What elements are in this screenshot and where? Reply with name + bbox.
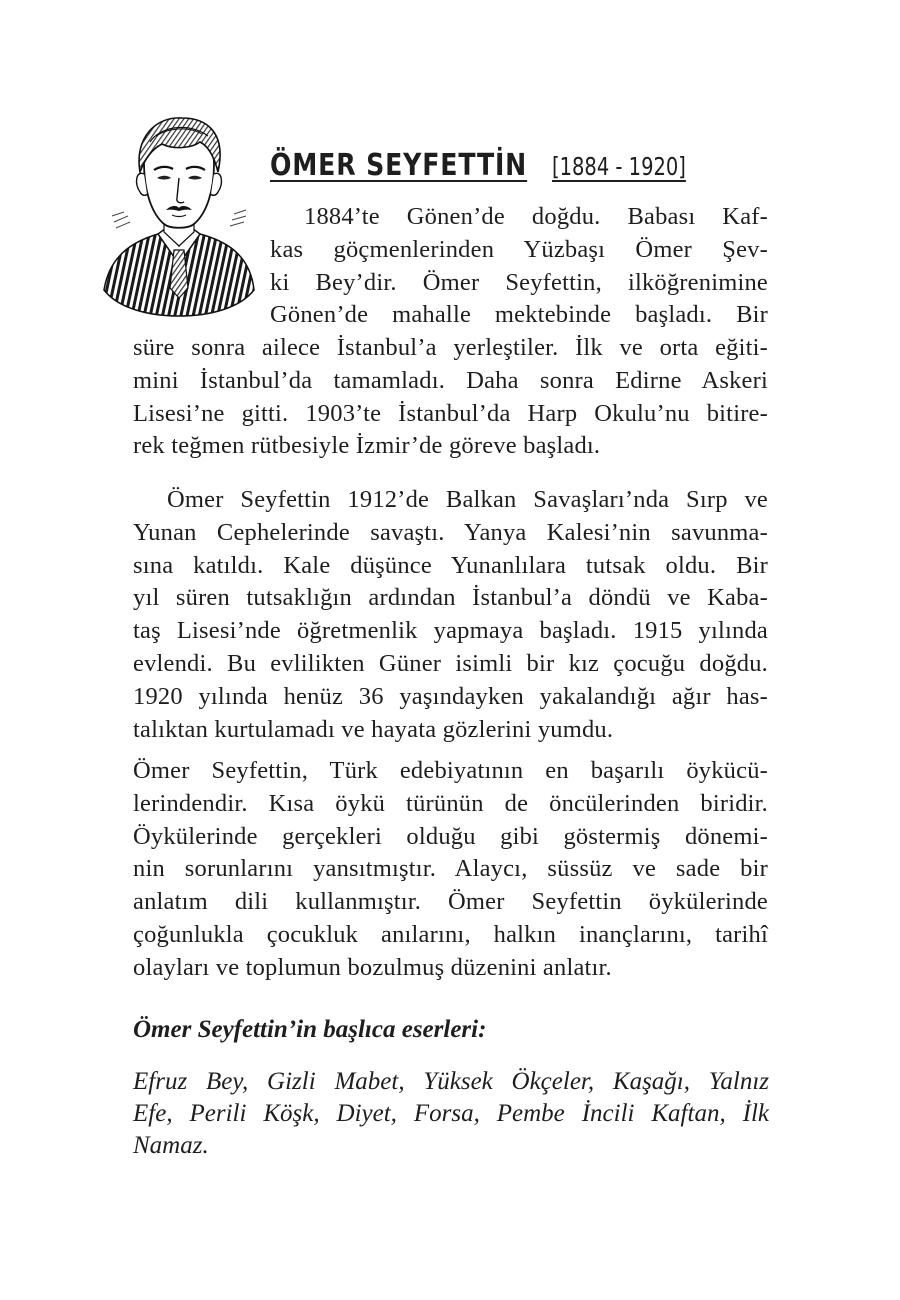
text-line: 1884’te Gönen’de doğdu. Babası Kaf- [304,203,768,230]
text-line: talıktan kurtulamadı ve hayata gözlerini yumdu. [133,715,614,743]
text-line: Yunan Cephelerinde savaştı. Yanya Kalesi’nin savunma- [133,518,768,546]
text-line: rek teğmen rütbesiyle İzmir’de göreve başladı. [133,432,601,460]
text-line: ki Bey’dir. Ömer Seyfettin, ilköğrenimine [270,268,768,296]
paragraph-3 [133,755,768,985]
author-name: ÖMER SEYFETTİN [270,148,528,183]
paragraph-1-full [133,332,768,463]
text-line: olayları ve toplumun bozulmuş düzenini anlatır. [133,953,612,981]
paragraph-2 [133,484,768,746]
text-line: Öykülerinde gerçekleri olduğu gibi göstermiş dönemi- [133,822,768,850]
works-heading: Ömer Seyfettin’in başlıca eserleri: [133,1016,487,1043]
portrait-illustration [100,112,258,318]
text-line: Ömer Seyfettin, Türk edebiyatının en başarılı öykücü- [133,757,768,784]
text-line: mini İstanbul’da tamamladı. Daha sonra Edirne Askeri [133,366,768,394]
text-line: nin sorunlarını yansıtmıştır. Alaycı, süssüz ve sade bir [133,855,768,883]
paragraph-1-wrapped [270,201,768,332]
text-line: Lisesi’ne gitti. 1903’te İstanbul’da Harp Okulu’nu bitire- [133,399,768,427]
works-line: Efe, Perili Köşk, Diyet, Forsa, Pembe İncili Kaftan, İlk [133,1100,769,1127]
text-line: sına katıldı. Kale düşünce Yunanlılara tutsak oldu. Bir [133,551,768,579]
text-line: Gönen’de mahalle mektebinde başladı. Bir [270,301,768,329]
text-line: evlendi. Bu evlilikten Güner isimli bir kız çocuğu doğdu. [133,649,768,677]
text-line: anlatım dili kullanmıştır. Ömer Seyfettin öykülerinde [133,888,768,916]
text-line: lerindendir. Kısa öykü türünün de öncülerinden biridir. [133,789,768,817]
works-line: Namaz. [133,1132,209,1159]
works-list [133,1066,769,1162]
biography-title [270,148,724,183]
text-line: kas göçmenlerinden Yüzbaşı Ömer Şev- [270,235,768,263]
text-line: süre sonra ailece İstanbul’a yerleştiler. İlk ve orta eğiti- [133,334,768,361]
text-line: yıl süren tutsaklığın ardından İstanbul’a döndü ve Kaba- [133,584,768,612]
works-line: Efruz Bey, Gizli Mabet, Yüksek Ökçeler, Kaşağı, Yalnız [133,1068,769,1095]
text-line: Ömer Seyfettin 1912’de Balkan Savaşları’nda Sırp ve [167,486,768,513]
author-years: [1884 - 1920] [552,152,686,181]
text-line: 1920 yılında henüz 36 yaşındayken yakalandığı ağır has- [133,682,768,710]
text-line: çoğunlukla çocukluk anılarını, halkın inançlarını, tarihî [133,920,768,948]
text-line: taş Lisesi’nde öğretmenlik yapmaya başladı. 1915 yılında [133,617,768,645]
